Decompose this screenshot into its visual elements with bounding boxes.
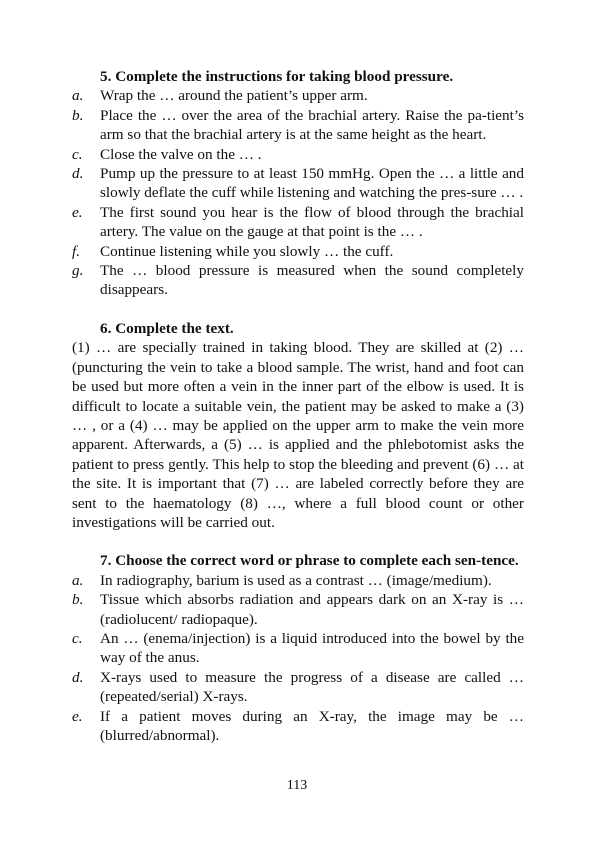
section-7-list (72, 571, 524, 746)
item-marker: c. (72, 145, 83, 163)
item-marker: a. (72, 571, 84, 589)
list-item (72, 571, 524, 590)
item-text: In radiography, barium is used as a contrast … (image/medium). (100, 571, 492, 589)
item-text: Place the … over the area of the brachial artery. Raise the pa-tient’s arm so that the brachial artery is at the same height as the heart. (100, 106, 524, 144)
item-marker: b. (72, 106, 84, 124)
item-marker: e. (72, 203, 83, 221)
item-text: Continue listening while you slowly … the cuff. (100, 242, 394, 260)
item-marker: a. (72, 87, 84, 105)
section-spacer (72, 300, 524, 319)
section-5-heading: 5. Complete the instructions for taking blood pressure. (100, 68, 454, 85)
page-content (72, 67, 524, 745)
section-6-text: (1) … are specially trained in taking blood. They are skilled at (2) … (puncturing the vein to take a blood sample. The wrist, hand and foot can be used but more often a vein in the inner part of the elbow is used. It is difficult to locate a suitable vein, the patient may be asked to make a (3) … , or a (4) … may be applied on the upper arm to make the vein more apparent. Afterwards, a (5) … is applied and the phlebotomist asks the patient to press gently. This help to stop the bleeding and prevent (6) … at the site. It is important that (7) … are labeled correctly before they are sent to the haematology (8) …, where a full blood count or other investigations will be carried out. (72, 339, 524, 531)
item-text: If a patient moves during an X-ray, the image may be … (blurred/abnormal). (100, 707, 524, 744)
list-item (72, 203, 524, 242)
list-item (72, 106, 524, 145)
page-number: 113 (286, 778, 308, 793)
item-text: Pump up the pressure to at least 150 mmHg. Open the … a little and slowly deflate the cuff while listening and watching the pres-sure … . (100, 165, 524, 202)
item-marker: e. (72, 707, 83, 725)
item-text: The first sound you hear is the flow of blood through the brachial artery. The value on the gauge at that point is the … . (100, 203, 524, 241)
list-item (72, 707, 524, 746)
item-text: Wrap the … around the patient’s upper arm. (100, 87, 368, 105)
section-7-heading: 7. Choose the correct word or phrase to complete each sen-tence. (100, 552, 519, 570)
list-item (72, 590, 524, 629)
item-marker: d. (72, 165, 84, 183)
list-item (72, 261, 524, 300)
list-item (72, 242, 524, 261)
item-text: Close the valve on the … . (100, 145, 262, 163)
list-item (72, 164, 524, 203)
list-item (72, 145, 524, 164)
item-text: The … blood pressure is measured when the sound completely disappears. (100, 262, 524, 299)
item-marker: d. (72, 668, 84, 686)
section-6-heading: 6. Complete the text. (100, 319, 234, 337)
section-5-list (72, 86, 524, 299)
item-marker: b. (72, 591, 84, 609)
item-text: An … (enema/injection) is a liquid introduced into the bowel by the way of the anus. (100, 629, 524, 667)
section-spacer (72, 532, 524, 551)
item-marker: c. (72, 629, 83, 647)
item-marker: g. (72, 262, 84, 280)
list-item (72, 629, 524, 668)
item-marker: f. (72, 242, 81, 260)
item-text: Tissue which absorbs radiation and appears dark on an X-ray is … (radiolucent/ radiopaque). (100, 591, 524, 628)
list-item (72, 86, 524, 105)
list-item (72, 668, 524, 707)
item-text: X-rays used to measure the progress of a disease are called … (repeated/serial) X-rays. (100, 668, 524, 706)
